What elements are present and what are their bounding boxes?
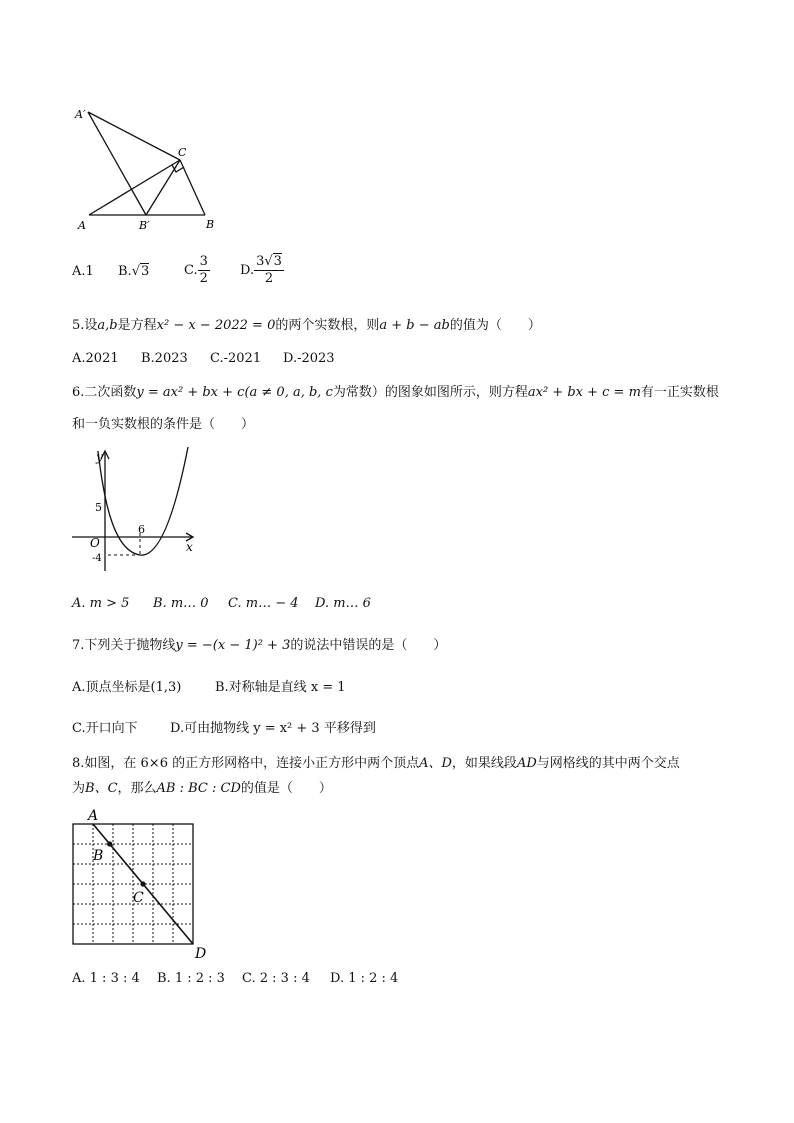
- q5-tail: 的值为（ ）: [449, 318, 541, 333]
- q8-line1a: 8.如图，在 6×6 的正方形网格中，连接小正方形中两个顶点: [72, 756, 420, 771]
- q4-option-d: [240, 252, 284, 290]
- q8-pts2: B、C: [85, 781, 118, 796]
- q8-option-a: A. 1 : 3 : 4: [72, 971, 140, 986]
- fraction-denominator: 2: [199, 271, 208, 286]
- q5-option-d: D.-2023: [283, 351, 335, 366]
- label-B-prime: B′: [139, 219, 150, 232]
- q8-stem-line2: [72, 779, 332, 799]
- q8-line2c: 的值是（ ）: [240, 781, 332, 796]
- q4-option-c-fraction: [198, 254, 210, 287]
- q7-pre: 7.下列关于抛物线: [72, 638, 176, 653]
- q7-option-c: C.开口向下: [72, 721, 138, 736]
- q6-option-c: C. m… − 4: [228, 596, 299, 611]
- fraction-denominator: 2: [264, 271, 274, 286]
- q6-func: y = ax² + bx + c: [136, 385, 245, 400]
- label-B: B: [206, 218, 215, 231]
- q4-option-c-prefix: C.: [184, 263, 198, 278]
- q8-pts1: A、D: [419, 756, 452, 771]
- q7-post: 的说法中错误的是（ ）: [290, 638, 447, 653]
- q4-option-a: A.1: [72, 264, 94, 279]
- q5-option-b: B.2023: [141, 351, 188, 366]
- segment-C-B: [180, 160, 205, 215]
- q8-option-d: D. 1 : 2 : 4: [330, 971, 399, 986]
- segment-C-A: [89, 160, 180, 215]
- point-C: [140, 881, 145, 886]
- q6-pre: 6.二次函数: [72, 385, 137, 400]
- q7-option-d: D.可由抛物线 y = x² + 3 平移得到: [170, 721, 376, 736]
- fraction-numerator: 3√3: [256, 254, 282, 269]
- label-x: x: [186, 540, 193, 554]
- q6-option-d: D. m… 6: [315, 596, 371, 611]
- label-A: A: [88, 808, 99, 824]
- q8-line2a: 为: [72, 781, 86, 796]
- q6-cond-tail: 为常数）的图象如图所示，则方程: [332, 385, 528, 400]
- label-C: C: [178, 146, 187, 159]
- radicand: 3: [273, 254, 282, 269]
- q8-grid-figure: [70, 806, 212, 960]
- q6-end: 有一正实数根: [640, 385, 719, 400]
- q4-option-b-radicand: 3: [140, 264, 150, 279]
- q7-option-b: B.对称轴是直线 x = 1: [215, 680, 346, 695]
- label-O: O: [90, 536, 100, 550]
- q4-triangle-figure: [72, 104, 222, 234]
- q8-stem-line1: [72, 754, 680, 774]
- q5-option-a: A.2021: [72, 351, 119, 366]
- point-B: [107, 841, 112, 846]
- q8-option-c: C. 2 : 3 : 4: [242, 971, 310, 986]
- coef: 3: [256, 254, 265, 269]
- q4-option-b-prefix: B.: [118, 264, 132, 279]
- q6-option-b: B. m… 0: [153, 596, 209, 611]
- q5-option-c: C.-2021: [210, 351, 262, 366]
- q6-stem-line1: [72, 383, 719, 403]
- q7-func: y = −(x − 1)² + 3: [175, 638, 291, 653]
- q8-line2b: ，那么: [117, 781, 157, 796]
- q5-vars: a,b: [97, 318, 118, 333]
- q5-mid: 是方程: [117, 318, 157, 333]
- label-minus-4: -4: [92, 553, 102, 564]
- q7-stem: [72, 636, 446, 656]
- q8-seg: AD: [516, 756, 537, 771]
- label-D: D: [195, 946, 207, 960]
- label-6: 6: [138, 523, 145, 536]
- q8-option-b: B. 1 : 2 : 3: [157, 971, 225, 986]
- q4-option-d-prefix: D.: [240, 263, 255, 278]
- label-B: B: [93, 848, 104, 864]
- label-5: 5: [95, 501, 102, 514]
- q8-ratio: AB : BC : CD: [156, 781, 241, 796]
- parabola-curve: [98, 447, 188, 555]
- q6-option-a: A. m > 5: [72, 596, 130, 611]
- q5-post: 的两个实数根，则: [275, 318, 380, 333]
- grid-inner-lines: [73, 824, 193, 944]
- q5-stem: [72, 316, 541, 336]
- q8-line1c: 与网格线的其中两个交点: [536, 756, 680, 771]
- q4-option-b: [118, 262, 149, 282]
- q5-expr: a + b − ab: [379, 318, 450, 333]
- q6-parabola-figure: [72, 443, 202, 573]
- q8-line1b: ，如果线段: [451, 756, 517, 771]
- label-A: A: [78, 219, 86, 232]
- q4-option-d-fraction: [254, 254, 284, 287]
- q5-pre: 5.设: [72, 318, 98, 333]
- label-y: y: [96, 450, 103, 464]
- q5-equation: x² − x − 2022 = 0: [156, 318, 276, 333]
- fraction-numerator: 3: [199, 254, 208, 269]
- q6-stem-line2: 和一负实数根的条件是（ ）: [72, 417, 255, 432]
- label-A-prime: A′: [75, 108, 86, 121]
- q7-option-a: A.顶点坐标是(1,3): [72, 680, 182, 695]
- q6-eq: ax² + bx + c = m: [527, 385, 641, 400]
- sqrt-sign: √: [131, 264, 140, 279]
- q6-cond: (a ≠ 0, a, b, c: [244, 385, 333, 400]
- q4-option-c: [184, 252, 210, 290]
- label-C: C: [133, 890, 144, 906]
- segment-C-Bprime: [146, 160, 180, 215]
